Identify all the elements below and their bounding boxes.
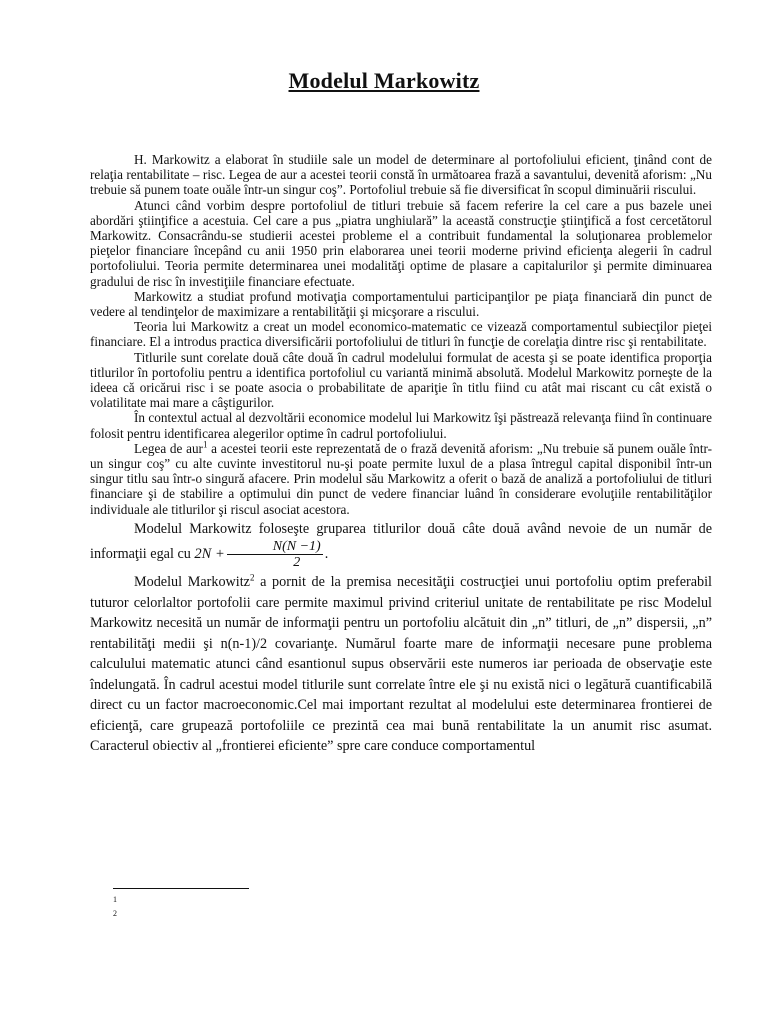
- paragraph-3: Markowitz a studiat profund motivaţia comportamentului participanţilor pe piaţa financiară din punct de vedere al tendinţelor de maximizare a rentabilităţii şi micşorare a riscului.: [90, 288, 712, 320]
- footnote-divider: [113, 888, 249, 889]
- paragraph-7-rest: a acestei teorii este reprezentată de o frază devenită aforism: „Nu trebuie să punem ouăle într-un singur coş” cu alte cuvinte investitorul nu-şi poate permite luxul de a plasa întregul capital disponibil într-un singur titlu sau într-o singură afacere. Prin modelul său Markowitz a oferit o bază de analiză a portofoliului de titluri financiare şi de stabilire a optimului din punct de vedere financiar luând în considerare evoluţiile rentabilităţilor individuale ale titlurilor şi riscul asociat acestora.: [90, 440, 713, 517]
- formula-numerator: N(N −1): [227, 539, 323, 555]
- paragraph-8-text: Modelul Markowitz foloseşte gruparea titlurilor două câte două având nevoie de un număr de informaţii egal cu: [90, 520, 712, 563]
- paragraph-5: Titlurile sunt corelate două câte două în cadrul modelului formulat de acesta şi se poate identifica proporţia titlurilor în portofoliu pentru a identifica portofoliul cu variantă minimă absolută. Modelul Markowitz porneşte de la ideea că oricărui risc i se poate asocia o probabilitate de apariţie în titlu fiind cu atât mai riscant cu cât există o volatilitate mai mare a câştigurilor.: [90, 349, 712, 411]
- footnote-ref-2: 2: [249, 572, 255, 583]
- paragraph-9-rest: a pornit de la premisa necesităţii costrucţiei unui portofoliu optim preferabil tuturor celorlaltor portofolii care permite maximul privind criteriul unitate de rentabilitate pe risc Modelul Markowitz necesită un număr de informaţii pentru un portofoliu alcătuit din „n” titluri, de „n” dispersii, „n” rentabilităţi medii şi n(n-1)/2 covarianţe. Numărul foarte mare de informaţii necesare pune problema calculului matematic atunci când esantionul supus observării este numeros iar perioada de observaţie este îndelungată. În cadrul acestui model titlurile sunt correlate între ele şi nu există nici o legătură cuantificabilă direct cu un factor macroeconomic.Cel mai important rezultat al modelului este determinarea frontierei de eficienţă, care grupează portofoliile ce prezintă cea mai bună rentabilitate la un anumit risc asumat. Caracterul obiectiv al „frontierei eficiente” spre care conduce comportamentul: [90, 574, 712, 755]
- paragraph-7: [90, 441, 712, 517]
- formula-lead: 2N +: [194, 546, 225, 563]
- paragraph-8: [90, 519, 712, 571]
- footnote-2: 2: [113, 909, 117, 918]
- paragraph-2: Atunci când vorbim despre portofoliul de titluri trebuie să facem referire la cel care a pus bazele unei abordări ştiinţifice a acestuia. Cel care a pus „piatra unghiulară” la această construcţie ştiinţifică a fost cercetătorul Markowitz. Consacrându-se studierii acestei probleme el a contribuit fundamental la soluţionarea problemelor pieţelor financiare începând cu anii 1950 prin elaborarea unei teorii moderne privind eficienţa alegerii în cadrul portofoliului. Teoria permite determinarea unei modalităţi optime de plasare a capitalurilor şi permite diminuarea gradului de risc în investiţiile financiare efectuate.: [90, 197, 712, 289]
- footnote-ref-1: 1: [202, 439, 208, 450]
- formula: [194, 539, 329, 571]
- footnote-1: 1: [113, 895, 117, 904]
- paragraph-4: Teoria lui Markowitz a creat un model economico-matematic ce vizează comportamentul subiecţilor pieţei financiare. El a introdus practica diversificării portofoliului de titluri în funcţie de corelaţia dintre risc şi rentabilitate.: [90, 319, 712, 350]
- paragraph-9-start: Modelul Markowitz: [134, 574, 250, 591]
- formula-fraction: [227, 539, 323, 570]
- paragraph-6: În contextul actual al dezvoltării economice modelul lui Markowitz îşi păstrează relevanţa fiind în continuare folosit pentru identificarea alegerilor optime în cadrul portofoliului.: [90, 410, 712, 441]
- formula-denominator: 2: [293, 555, 301, 571]
- document-body: [90, 152, 712, 757]
- paragraph-1: H. Markowitz a elaborat în studiile sale un model de determinare al portofoliului eficient, ţinând cont de relaţia rentabilitate – risc. Legea de aur a acestei teorii constă în următoarea frază a savantului, devenită aforism: „Nu trebuie să punem toate ouăle într-un singur coş”. Portofoliul trebuie să fie diversificat în scopul diminuării riscului.: [90, 152, 712, 198]
- paragraph-9: [90, 572, 712, 757]
- formula-tail: .: [324, 546, 329, 563]
- paragraph-7-start: Legea de aur: [134, 440, 203, 456]
- page-title: Modelul Markowitz: [288, 68, 480, 93]
